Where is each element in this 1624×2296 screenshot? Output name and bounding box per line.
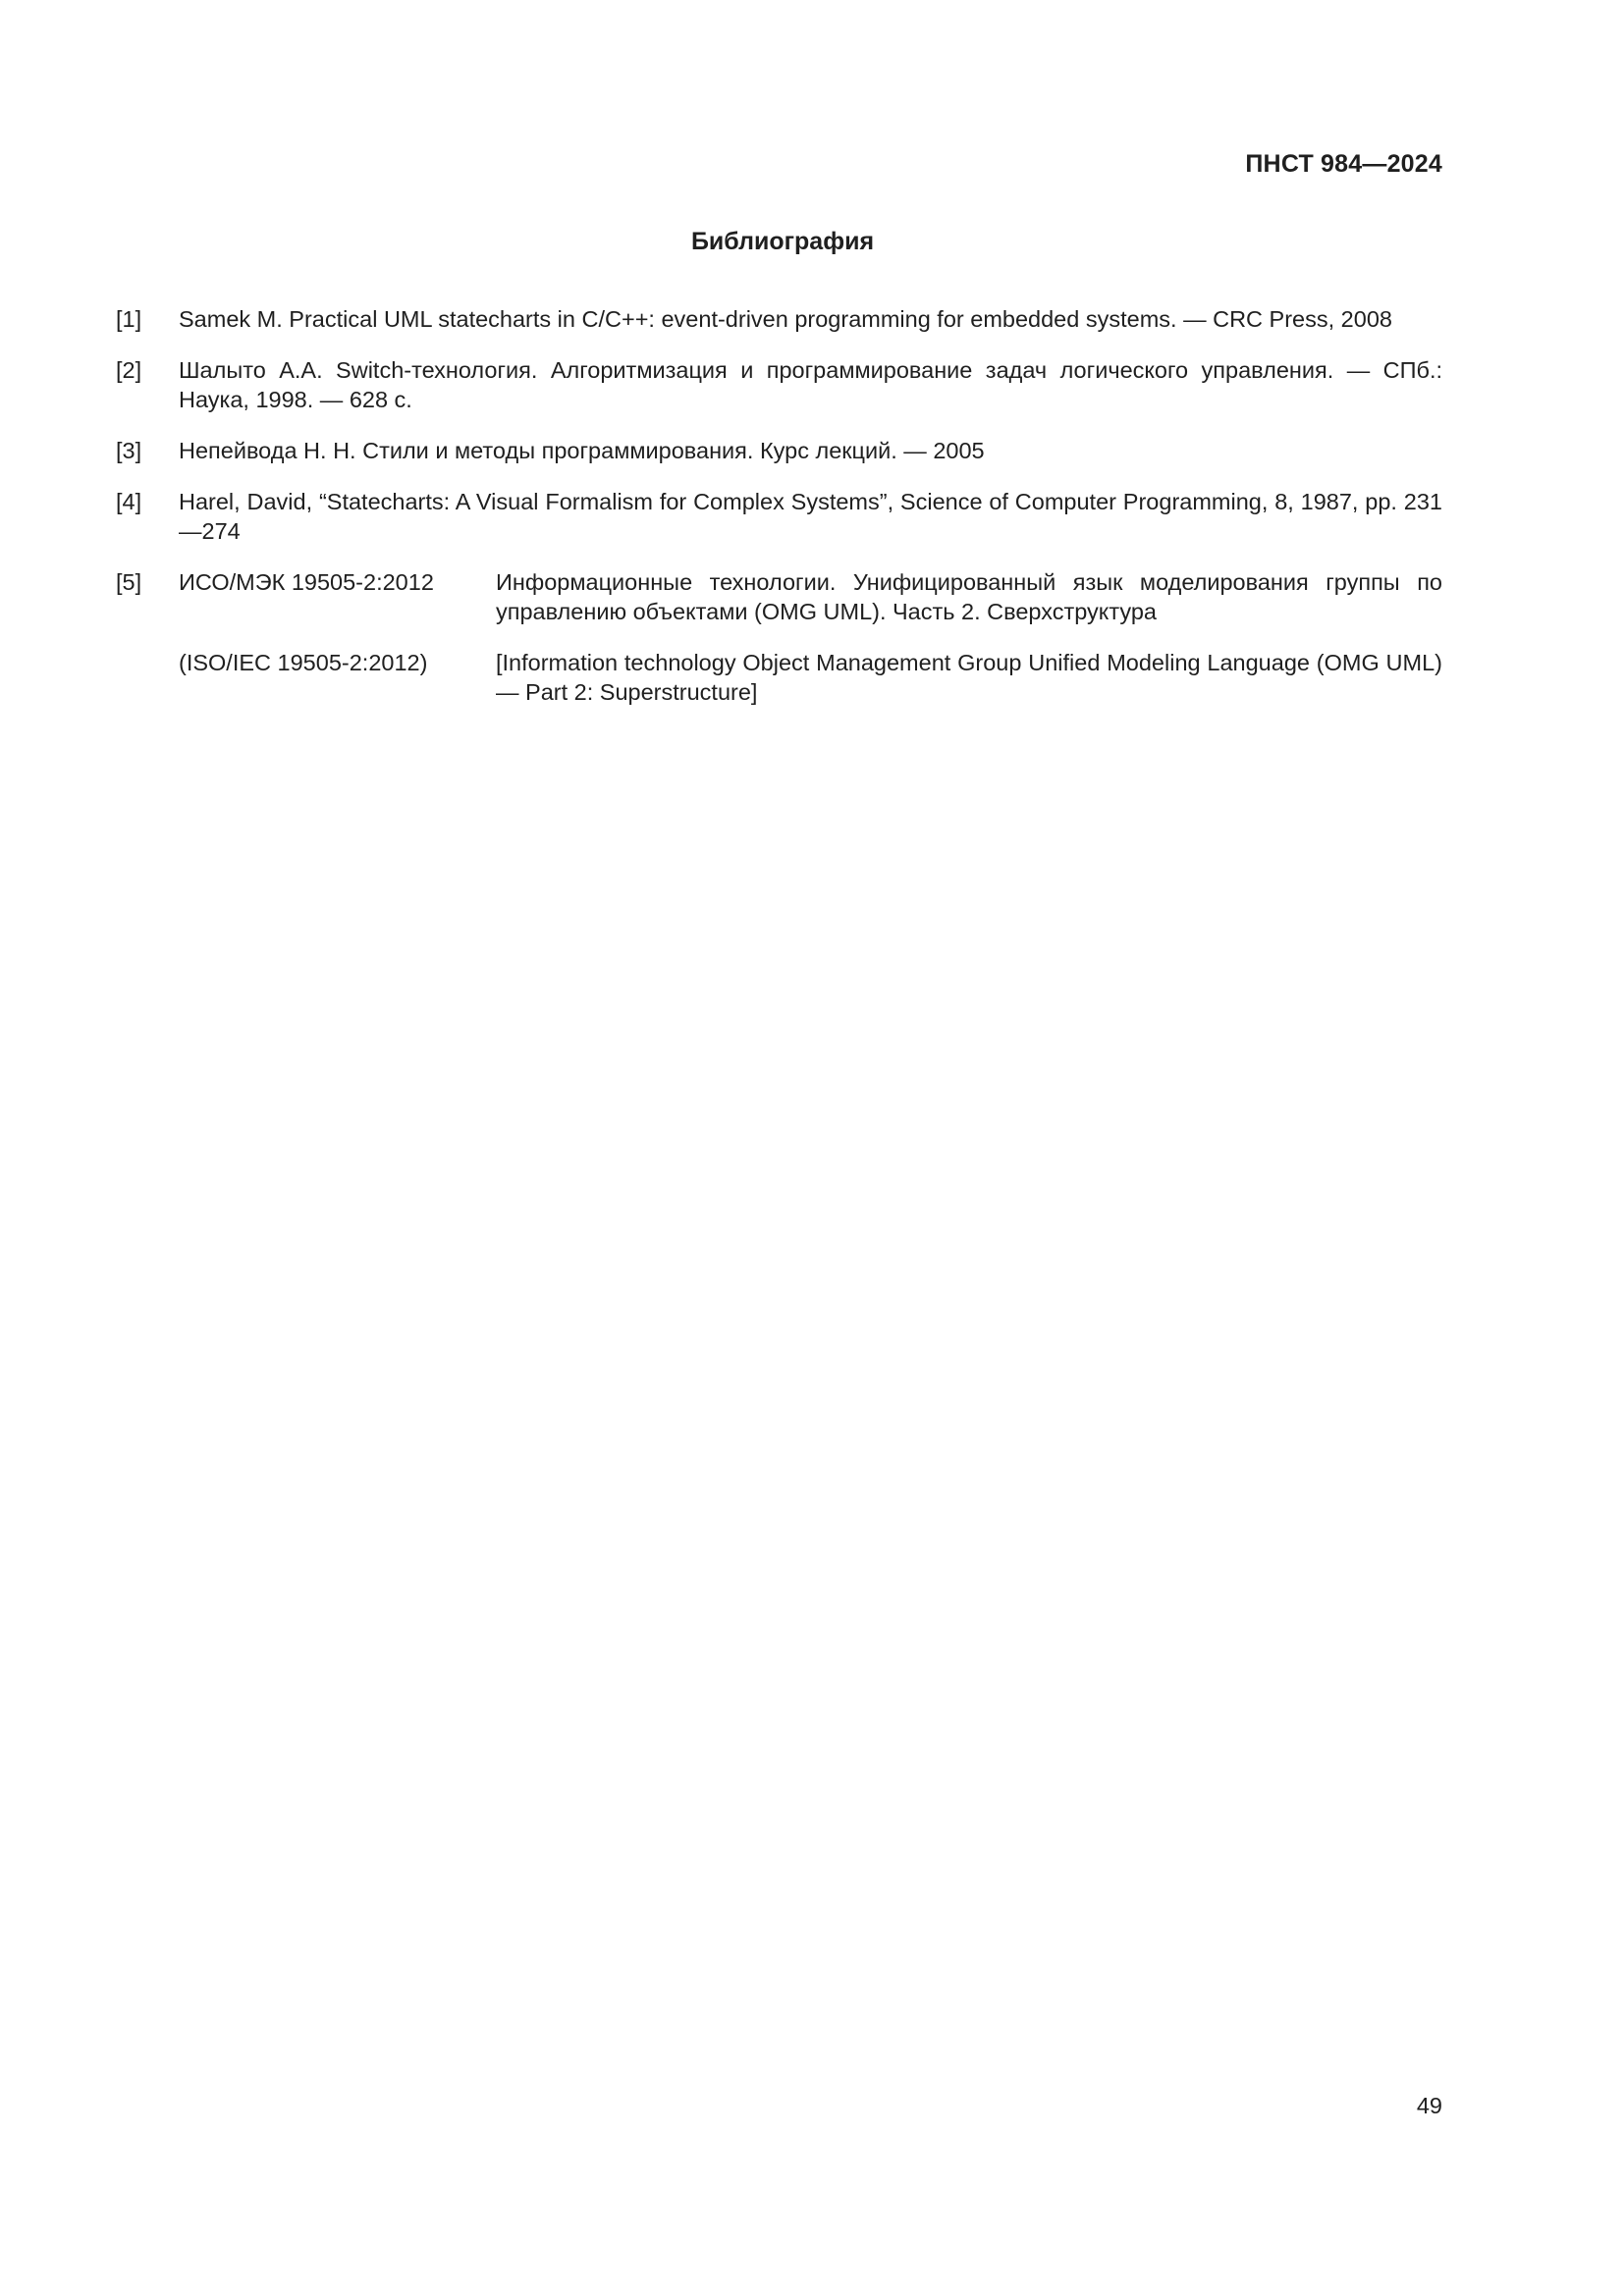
standard-code: (ISO/IEC 19505-2:2012) [179, 650, 428, 675]
bibliography-entry-standard [116, 567, 1442, 728]
bibliography-entry [116, 436, 1442, 465]
bibliography-entry [116, 487, 1442, 546]
entry-text: Непейвода Н. Н. Стили и методы программирования. Курс лекций. — 2005 [179, 438, 985, 463]
standard-row [179, 648, 1442, 707]
entry-text: Шалыто А.А. Switch-технология. Алгоритмизация и программирование задач логического управления. — СПб.: Наука, 1998. — 628 с. [179, 357, 1442, 412]
entry-number: [4] [116, 489, 142, 514]
document-code: ПНСТ 984—2024 [1245, 150, 1442, 178]
standard-row [179, 567, 1442, 626]
entry-number: [1] [116, 306, 142, 332]
section-title: Библиография [690, 228, 875, 255]
bibliography-list [116, 304, 1442, 750]
standard-title: Информационные технологии. Унифицированный язык моделирования группы по управлению объектами (OMG UML). Часть 2. Сверхструктура [496, 569, 1442, 624]
bibliography-entry [116, 304, 1442, 334]
page-number: 49 [1416, 2093, 1442, 2118]
entry-number: [3] [116, 438, 142, 463]
bibliography-entry [116, 355, 1442, 414]
entry-text: Samek M. Practical UML statecharts in C/C++: event-driven programming for embedded systems. — CRC Press, 2008 [179, 306, 1392, 332]
standard-title: [Information technology Object Management Group Unified Modeling Language (OMG UML) — Part 2: Superstructure] [496, 650, 1442, 705]
entry-number: [2] [116, 357, 142, 383]
standard-code: ИСО/МЭК 19505-2:2012 [179, 569, 434, 595]
standard-list [179, 567, 1442, 728]
entry-text: Harel, David, “Statecharts: A Visual Formalism for Complex Systems”, Science of Computer Programming, 8, 1987, pp. 231—274 [179, 489, 1442, 544]
entry-number: [5] [116, 569, 142, 595]
